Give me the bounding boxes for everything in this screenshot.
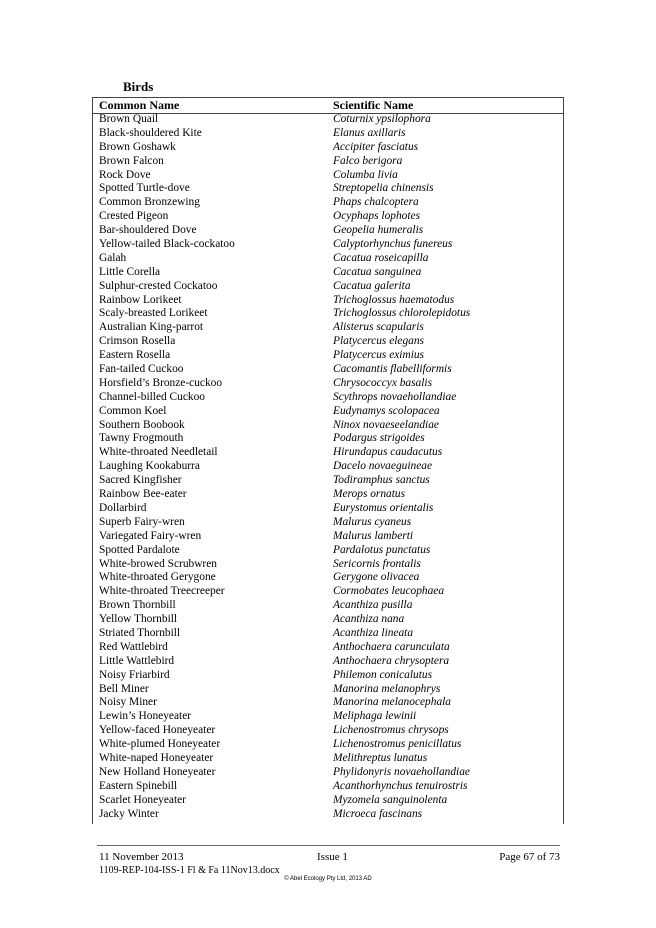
common-name-cell: Dollarbird	[99, 501, 147, 514]
table-row	[93, 196, 563, 210]
scientific-name-cell: Acanthiza pusilla	[333, 599, 413, 612]
common-name-cell: Brown Falcon	[99, 154, 164, 167]
table-row	[93, 446, 563, 460]
table-row	[93, 738, 563, 752]
scientific-name-cell: Acanthiza lineata	[333, 626, 414, 639]
table-row	[93, 655, 563, 669]
table-row	[93, 599, 563, 613]
species-table	[92, 97, 564, 824]
table-row	[93, 780, 563, 794]
table-row	[93, 696, 563, 710]
table-body	[93, 113, 563, 821]
table-row	[93, 127, 563, 141]
common-name-cell: Scarlet Honeyeater	[99, 793, 186, 806]
scientific-name-cell: Anthochaera chrysoptera	[333, 654, 450, 667]
table-row	[93, 182, 563, 196]
scientific-name-cell: Lichenostromus chrysops	[333, 724, 449, 737]
scientific-name-cell: Chrysococcyx basalis	[333, 376, 433, 389]
table-row	[93, 502, 563, 516]
scientific-name-cell: Cormobates leucophaea	[333, 585, 445, 598]
scientific-name-cell: Pardalotus punctatus	[333, 543, 431, 556]
table-row	[93, 530, 563, 544]
scientific-name-cell: Scythrops novaehollandiae	[333, 390, 457, 403]
scientific-name-cell: Acanthorhynchus tenuirostris	[333, 779, 468, 792]
scientific-name-cell: Platycercus elegans	[333, 335, 424, 348]
scientific-name-cell: Cacatua sanguinea	[333, 265, 422, 278]
common-name-cell: Lewin’s Honeyeater	[99, 710, 192, 723]
scientific-name-cell: Manorina melanocephala	[333, 696, 451, 709]
table-row	[93, 169, 563, 183]
scientific-name-cell: Elanus axillaris	[333, 126, 406, 139]
common-name-cell: White-browed Scrubwren	[99, 557, 217, 570]
footer-page-number: Page 67 of 73	[499, 851, 560, 863]
table-row	[93, 238, 563, 252]
common-name-cell: Channel-billed Cuckoo	[99, 390, 205, 403]
common-name-cell: White-naped Honeyeater	[99, 751, 214, 764]
common-name-cell: Crested Pigeon	[99, 210, 169, 223]
table-row	[93, 794, 563, 808]
scientific-name-cell: Lichenostromus penicillatus	[333, 738, 462, 751]
common-name-cell: White-throated Treecreeper	[99, 585, 225, 598]
table-row	[93, 516, 563, 530]
scientific-name-cell: Trichoglossus chlorolepidotus	[333, 307, 471, 320]
scientific-name-cell: Merops ornatus	[333, 488, 406, 501]
table-row	[93, 335, 563, 349]
common-name-cell: Rock Dove	[99, 168, 151, 181]
scientific-name-cell: Cacomantis flabelliformis	[333, 363, 452, 376]
scientific-name-cell: Eudynamys scolopacea	[333, 404, 440, 417]
scientific-name-cell: Eurystomus orientalis	[333, 501, 434, 514]
common-name-cell: Yellow-faced Honeyeater	[99, 724, 216, 737]
table-row	[93, 488, 563, 502]
common-name-cell: Little Corella	[99, 265, 161, 278]
table-row	[93, 266, 563, 280]
table-row	[93, 460, 563, 474]
table-row	[93, 224, 563, 238]
common-name-cell: Horsfield’s Bronze-cuckoo	[99, 376, 223, 389]
common-name-cell: Variegated Fairy-wren	[99, 529, 202, 542]
common-name-cell: Scaly-breasted Lorikeet	[99, 307, 208, 320]
common-name-cell: White-plumed Honeyeater	[99, 738, 221, 751]
table-row	[93, 307, 563, 321]
table-row	[93, 113, 563, 127]
common-name-cell: Red Wattlebird	[99, 640, 168, 653]
common-name-cell: Sulphur-crested Cockatoo	[99, 279, 218, 292]
common-name-cell: New Holland Honeyeater	[99, 765, 216, 778]
common-name-cell: White-throated Gerygone	[99, 571, 216, 584]
table-row	[93, 432, 563, 446]
table-row	[93, 210, 563, 224]
scientific-name-cell: Gerygone olivacea	[333, 571, 420, 584]
scientific-name-cell: Meliphaga lewinii	[333, 710, 417, 723]
common-name-cell: Yellow Thornbill	[99, 613, 178, 626]
scientific-name-cell: Streptopelia chinensis	[333, 182, 434, 195]
footer-copyright: © Abel Ecology Pty Ltd, 2013 AD	[284, 876, 372, 882]
section-title: Birds	[123, 79, 154, 94]
table-row	[93, 377, 563, 391]
scientific-name-cell: Anthochaera carunculata	[333, 640, 450, 653]
table-row	[93, 141, 563, 155]
scientific-name-cell: Ninox novaeseelandiae	[333, 418, 439, 431]
table-header	[93, 97, 563, 114]
table-row	[93, 363, 563, 377]
common-name-cell: Common Koel	[99, 404, 167, 417]
scientific-name-cell: Todiramphus sanctus	[333, 474, 430, 487]
table-row	[93, 585, 563, 599]
common-name-cell: Spotted Turtle-dove	[99, 182, 190, 195]
table-row	[93, 627, 563, 641]
common-name-cell: Spotted Pardalote	[99, 543, 180, 556]
scientific-name-cell: Phaps chalcoptera	[333, 196, 419, 209]
scientific-name-cell: Accipiter fasciatus	[333, 140, 419, 153]
common-name-cell: Bell Miner	[99, 682, 149, 695]
common-name-cell: Jacky Winter	[99, 807, 159, 820]
common-name-cell: Bar-shouldered Dove	[99, 224, 197, 237]
table-row	[93, 252, 563, 266]
table-row	[93, 474, 563, 488]
scientific-name-cell: Platycercus eximius	[333, 349, 424, 362]
table-row	[93, 280, 563, 294]
scientific-name-cell: Cacatua galerita	[333, 279, 411, 292]
scientific-name-cell: Sericornis frontalis	[333, 557, 421, 570]
table-row	[93, 710, 563, 724]
table-row	[93, 641, 563, 655]
table-row	[93, 405, 563, 419]
table-row	[93, 349, 563, 363]
common-name-cell: Laughing Kookaburra	[99, 460, 200, 473]
common-name-cell: Brown Quail	[99, 113, 159, 125]
scientific-name-cell: Geopelia humeralis	[333, 224, 424, 237]
footer-date: 11 November 2013	[99, 851, 184, 863]
common-name-cell: Brown Thornbill	[99, 599, 176, 612]
common-name-cell: Noisy Miner	[99, 696, 157, 709]
common-name-cell: Sacred Kingfisher	[99, 474, 182, 487]
table-row	[93, 724, 563, 738]
common-name-cell: Eastern Rosella	[99, 349, 171, 362]
footer-rule	[97, 845, 560, 846]
common-name-cell: White-throated Needletail	[99, 446, 218, 459]
header-common-name: Common Name	[99, 98, 180, 112]
scientific-name-cell: Dacelo novaeguineae	[333, 460, 432, 473]
scientific-name-cell: Columba livia	[333, 168, 398, 181]
common-name-cell: Southern Boobook	[99, 418, 185, 431]
scientific-name-cell: Malurus cyaneus	[333, 515, 412, 528]
table-row	[93, 571, 563, 585]
common-name-cell: Australian King-parrot	[99, 321, 204, 334]
scientific-name-cell: Hirundapus caudacutus	[333, 446, 443, 459]
scientific-name-cell: Cacatua roseicapilla	[333, 251, 429, 264]
scientific-name-cell: Myzomela sanguinolenta	[333, 793, 448, 806]
header-scientific-name: Scientific Name	[333, 98, 414, 112]
scientific-name-cell: Calyptorhynchus funereus	[333, 238, 453, 251]
common-name-cell: Striated Thornbill	[99, 626, 181, 639]
table-row	[93, 294, 563, 308]
table-row	[93, 752, 563, 766]
scientific-name-cell: Podargus strigoides	[333, 432, 425, 445]
common-name-cell: Yellow-tailed Black-cockatoo	[99, 238, 235, 251]
scientific-name-cell: Melithreptus lunatus	[333, 751, 428, 764]
table-row	[93, 544, 563, 558]
table-row	[93, 558, 563, 572]
table-row	[93, 391, 563, 405]
table-row	[93, 808, 563, 822]
common-name-cell: Eastern Spinebill	[99, 779, 178, 792]
scientific-name-cell: Philemon conicalutus	[333, 668, 433, 681]
common-name-cell: Brown Goshawk	[99, 140, 176, 153]
scientific-name-cell: Coturnix ypsilophora	[333, 113, 431, 125]
common-name-cell: Common Bronzewing	[99, 196, 200, 209]
footer-filename: 1109-REP-104-ISS-1 Fl & Fa 11Nov13.docx	[99, 865, 280, 876]
scientific-name-cell: Acanthiza nana	[333, 613, 405, 626]
common-name-cell: Little Wattlebird	[99, 654, 175, 667]
scientific-name-cell: Manorina melanophrys	[333, 682, 441, 695]
table-row	[93, 419, 563, 433]
common-name-cell: Galah	[99, 251, 127, 264]
common-name-cell: Rainbow Bee-eater	[99, 488, 187, 501]
scientific-name-cell: Microeca fascinans	[333, 807, 423, 820]
table-row	[93, 613, 563, 627]
common-name-cell: Superb Fairy-wren	[99, 515, 185, 528]
scientific-name-cell: Alisterus scapularis	[333, 321, 424, 334]
footer-issue: Issue 1	[317, 851, 348, 863]
common-name-cell: Rainbow Lorikeet	[99, 293, 182, 306]
scientific-name-cell: Phylidonyris novaehollandiae	[333, 765, 470, 778]
common-name-cell: Noisy Friarbird	[99, 668, 170, 681]
table-row	[93, 321, 563, 335]
table-row	[93, 766, 563, 780]
table-row	[93, 155, 563, 169]
scientific-name-cell: Ocyphaps lophotes	[333, 210, 420, 223]
common-name-cell: Tawny Frogmouth	[99, 432, 184, 445]
common-name-cell: Crimson Rosella	[99, 335, 176, 348]
table-row	[93, 669, 563, 683]
table-row	[93, 683, 563, 697]
scientific-name-cell: Falco berigora	[333, 154, 403, 167]
scientific-name-cell: Trichoglossus haematodus	[333, 293, 455, 306]
scientific-name-cell: Malurus lamberti	[333, 529, 414, 542]
common-name-cell: Black-shouldered Kite	[99, 126, 202, 139]
common-name-cell: Fan-tailed Cuckoo	[99, 363, 184, 376]
